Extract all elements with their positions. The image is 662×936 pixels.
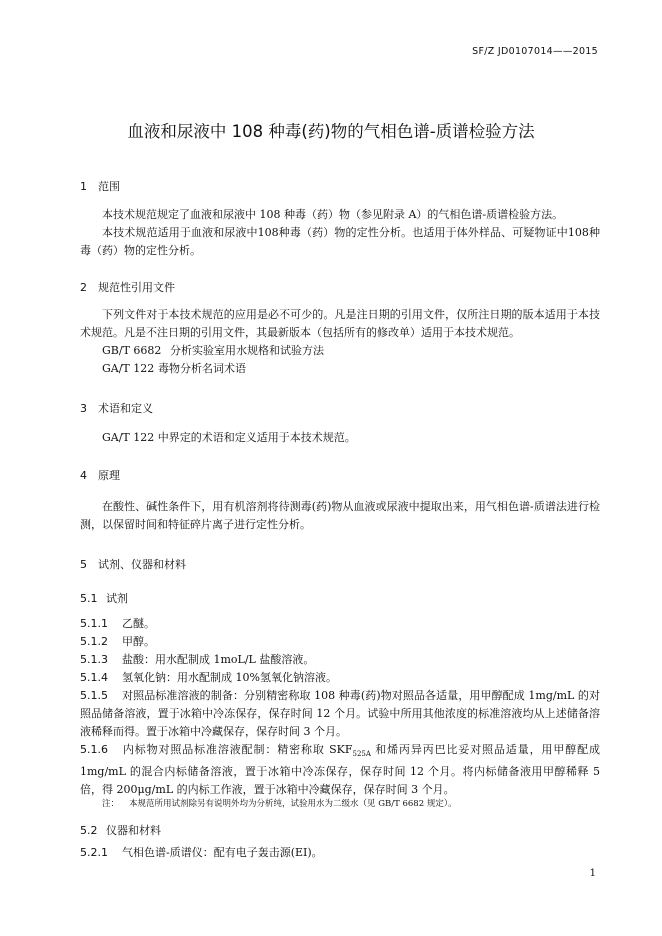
subsection-title: 试剂 [106,592,128,605]
clause-text: 对照品标准溶液的制备：分别精密称取 108 种毒(药)物对照品各适量，用甲醇配成 1mg/mL 的对照品储备溶液，置于冰箱中冷冻保存，保存时间 12 个月。试验中所用其他浓度的标准溶液均从上述储备溶液稀释而得。置于冰箱中冷藏保存，保存时间 3 个月。 [80,689,600,738]
subsection-number: 5.1 [80,592,98,605]
section-4-paragraph-1: 在酸性、碱性条件下，用有机溶剂将待测毒(药)物从血液或尿液中提取出来，用气相色谱-质谱法进行检测，以保留时间和特征碎片离子进行定性分析。 [80,500,600,531]
section-2-paragraph-1: 下列文件对于本技术规范的应用是必不可少的。凡是注日期的引用文件，仅所注日期的版本适用于本技术规范。凡是不注日期的引用文件，其最新版本（包括所有的修改单）适用于本技术规范。 [80,308,600,339]
document-title: 血液和尿液中 108 种毒(药)物的气相色谱-质谱检验方法 [127,122,535,141]
subsection-title: 仪器和材料 [106,824,161,837]
subsection-5-1-heading [80,590,128,606]
clause-5-1-2 [80,633,600,651]
clause-number: 5.2.1 [80,846,108,859]
section-3-heading [80,400,153,416]
reference-item [102,342,324,360]
section-5-heading [80,556,186,572]
reference-item [102,360,246,378]
section-1-paragraph-2: 本技术规范适用于血液和尿液中108种毒（药）物的定性分析。也适用于体外样品、可疑物证中108种毒（药）物的定性分析。 [80,226,600,257]
clause-text-continued: 和烯丙异丙巴比妥对照品适量，用甲醇配成 1mg/mL 的混合内标储备溶液，置于冰箱中冷冻保存，保存时间 12 个月。将内标储备液用甲醇稀释 5 倍，得 200μg/mL 的内标工作液，置于冰箱中冷藏保存，保存时间 3 个月。 [80,743,600,797]
subsection-number: 5.2 [80,824,98,837]
clause-5-1-3 [80,651,600,669]
section-title: 规范性引用文件 [98,281,175,294]
clause-5-1-4 [80,669,600,687]
section-number: 2 [80,281,87,294]
note-text: 本规范所用试剂除另有说明外均为分析纯，试验用水为二级水（见 GB/T 6682 规定）。 [129,799,457,809]
section-number: 5 [80,558,87,571]
clause-number: 5.1.6 [80,743,108,756]
note-label: 注： [102,799,120,809]
section-title: 术语和定义 [98,402,153,415]
clause-5-1-6 [80,741,600,799]
clause-text: 内标物对照品标准溶液配制：精密称取 SKF [122,743,353,756]
section-title: 原理 [98,469,120,482]
clause-number: 5.1.5 [80,689,108,702]
section-number: 3 [80,402,87,415]
reference-code: GA/T 122 [102,362,155,375]
clause-text: 气相色谱-质谱仪：配有电子轰击源(EI)。 [122,846,323,859]
section-number: 4 [80,469,87,482]
clause-5-2-1 [80,844,600,862]
standard-code-header: SF/Z JD0107014——2015 [472,46,598,57]
reference-title: 分析实验室用水规格和试验方法 [170,344,324,357]
section-number: 1 [80,180,87,193]
clause-number: 5.1.1 [80,617,108,630]
section-2-heading [80,279,175,295]
note [102,797,457,809]
section-1-paragraph-1: 本技术规范规定了血液和尿液中 108 种毒（药）物（参见附录 A）的气相色谱-质谱检验方法。 [102,208,564,221]
clause-text: 盐酸：用水配制成 1moL/L 盐酸溶液。 [122,653,315,666]
section-title: 范围 [98,180,120,193]
clause-number: 5.1.4 [80,671,108,684]
clause-text: 氢氧化钠：用水配制成 10%氢氧化钠溶液。 [122,671,337,684]
subscript-text: 525A [352,750,371,759]
reference-code: GB/T 6682 [102,344,162,357]
section-4-heading [80,467,120,483]
subsection-5-2-heading [80,822,161,838]
page-number: 1 [589,868,596,879]
section-1-heading [80,178,120,194]
reference-title: 毒物分析名词术语 [158,362,246,375]
section-title: 试剂、仪器和材料 [98,558,186,571]
clause-5-1-1 [80,615,600,633]
section-3-paragraph-1: GA/T 122 中界定的术语和定义适用于本技术规范。 [102,431,356,444]
clause-text: 乙醚。 [122,617,155,630]
clause-5-1-5 [80,687,600,741]
clause-number: 5.1.2 [80,635,108,648]
clause-number: 5.1.3 [80,653,108,666]
clause-text: 甲醇。 [122,635,155,648]
